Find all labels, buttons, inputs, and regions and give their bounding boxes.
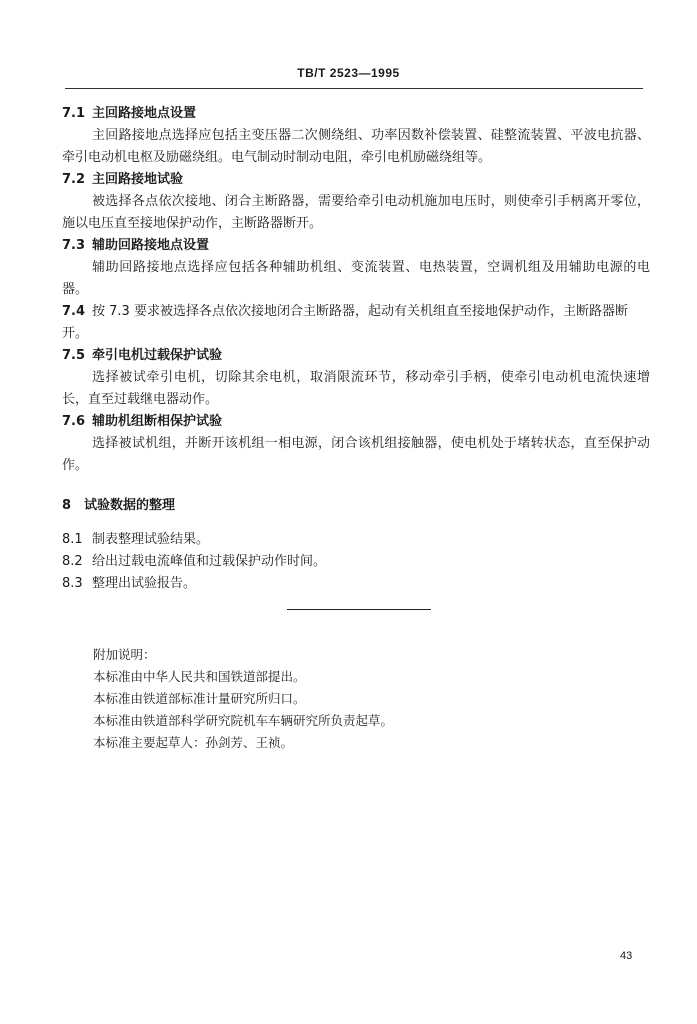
- section-body-7-3: 辅助回路接地点选择应包括各种辅助机组、变流装置、电热装置，空调机组及用辅助电源的电器。: [62, 260, 650, 297]
- section-heading-8: [62, 495, 650, 517]
- notes-line: 本标准主要起草人：孙剑芳、王祯。: [93, 735, 294, 750]
- section-heading-7-2: [62, 169, 650, 191]
- notes-line: 本标准由铁道部标准计量研究所归口。: [93, 691, 306, 706]
- section-body-7-6: 选择被试机组，并断开该机组一相电源，闭合该机组接触器，使电机处于堵转状态，直至保护动作。: [62, 436, 650, 473]
- item-text: 整理出试验报告。: [92, 576, 197, 591]
- section-heading-7-1: [62, 103, 650, 125]
- section-number: 7.4: [62, 304, 86, 319]
- section-number: 8: [62, 498, 72, 513]
- section-number: 7.5: [62, 348, 86, 363]
- section-number: 7.6: [62, 414, 86, 429]
- section-number: 7.2: [62, 172, 86, 187]
- header-rule: [65, 88, 643, 89]
- end-divider: [287, 609, 431, 610]
- item-number: 8.2: [62, 554, 83, 569]
- section-title: 辅助机组断相保护试验: [92, 414, 223, 429]
- section-body-7-2: 被选择各点依次接地、闭合主断路器，需要给牵引电动机施加电压时，则使牵引手柄离开零位，施以电压直至接地保护动作，主断路器断开。: [62, 194, 650, 231]
- main-content: [62, 103, 650, 595]
- section-heading-7-3: [62, 235, 650, 257]
- section-heading-7-6: [62, 411, 650, 433]
- item-number: 8.3: [62, 576, 83, 591]
- item-number: 8.1: [62, 532, 83, 547]
- list-item: [62, 551, 650, 573]
- section-body-7-4: 按 7.3 要求被选择各点依次接地闭合主断路器，起动有关机组直至接地保护动作，主断路器断开。: [62, 304, 628, 341]
- list-item: [62, 529, 650, 551]
- section-title: 试验数据的整理: [84, 498, 176, 513]
- section-title: 主回路接地试验: [92, 172, 184, 187]
- section-heading-7-5: [62, 345, 650, 367]
- section-number: 7.3: [62, 238, 86, 253]
- section-title: 主回路接地点设置: [92, 106, 197, 121]
- standard-number-header: TB/T 2523—1995: [297, 66, 400, 80]
- notes-line: 本标准由铁道部科学研究院机车车辆研究所负责起草。: [93, 713, 394, 728]
- section-title: 辅助回路接地点设置: [92, 238, 210, 253]
- section-number: 7.1: [62, 106, 86, 121]
- item-text: 制表整理试验结果。: [92, 532, 210, 547]
- page-number: 43: [620, 950, 633, 962]
- notes-title: 附加说明：: [93, 647, 156, 662]
- list-item: [62, 573, 650, 595]
- section-body-7-5: 选择被试牵引电机，切除其余电机，取消限流环节，移动牵引手柄，使牵引电动机电流快速增长，直至过载继电器动作。: [62, 370, 650, 407]
- section-body-7-1: 主回路接地点选择应包括主变压器二次侧绕组、功率因数补偿装置、硅整流装置、平波电抗器、牵引电动机电枢及励磁绕组。电气制动时制动电阻，牵引电机励磁绕组等。: [62, 128, 650, 165]
- additional-notes: [93, 644, 633, 754]
- section-title: 牵引电机过载保护试验: [92, 348, 223, 363]
- section-7-4: [62, 301, 650, 345]
- item-text: 给出过载电流峰值和过载保护动作时间。: [92, 554, 327, 569]
- notes-line: 本标准由中华人民共和国铁道部提出。: [93, 669, 306, 684]
